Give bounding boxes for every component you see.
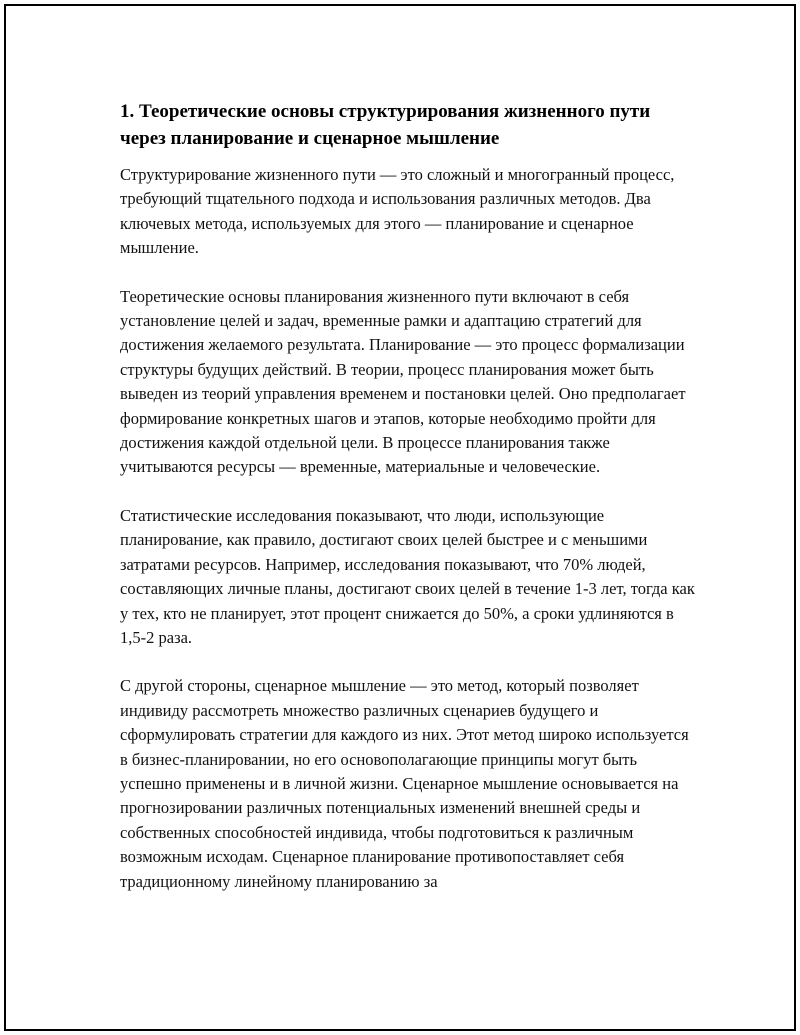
section-heading: 1. Теоретические основы структурирования жизненного пути через планирование и сценарное мышление [120, 101, 651, 149]
paragraph-statistics: Статистические исследования показывают, что люди, использующие планирование, как правило, достигают своих целей быстрее и с меньшими затратами ресурсов. Например, исследования показывают, что 70% людей, составляющих личные планы, достигают своих целей в течение 1-3 лет, тогда как у тех, кто не планирует, этот процент снижается до 50%, а сроки удлиняются в 1,5-2 раза. [120, 505, 695, 647]
document-body [120, 98, 700, 918]
paragraph-planning-theory: Теоретические основы планирования жизненного пути включают в себя установление целей и задач, временные рамки и адаптацию стратегий для достижения желаемого результата. Планирование — это процесс формализации структуры будущих действий. В теории, процесс планирования может быть выведен из теорий управления временем и постановки целей. Оно предполагает формирование конкретных шагов и этапов, которые необходимо пройти для достижения каждой отдельной цели. В процессе планирования также учитываются ресурсы — временные, материальные и человеческие. [120, 286, 686, 477]
paragraph-intro: Структурирование жизненного пути — это сложный и многогранный процесс, требующий тщательного подхода и использования различных методов. Два ключевых метода, используемых для этого — планирование и сценарное мышление. [120, 165, 675, 258]
page-frame [4, 4, 796, 1031]
paragraph-scenario-thinking: С другой стороны, сценарное мышление — это метод, который позволяет индивиду рассмотреть множество различных сценариев будущего и сформулировать стратегии для каждого из них. Этот метод широко используется в бизнес-планировании, но его основополагающие принципы могут быть успешно применены и в личной жизни. Сценарное мышление основывается на прогнозировании различных потенциальных изменений внешней среды и собственных способностей индивида, чтобы подготовиться к различным возможным исходам. Сценарное планирование противопоставляет себя традиционному линейному планированию за [120, 676, 689, 891]
